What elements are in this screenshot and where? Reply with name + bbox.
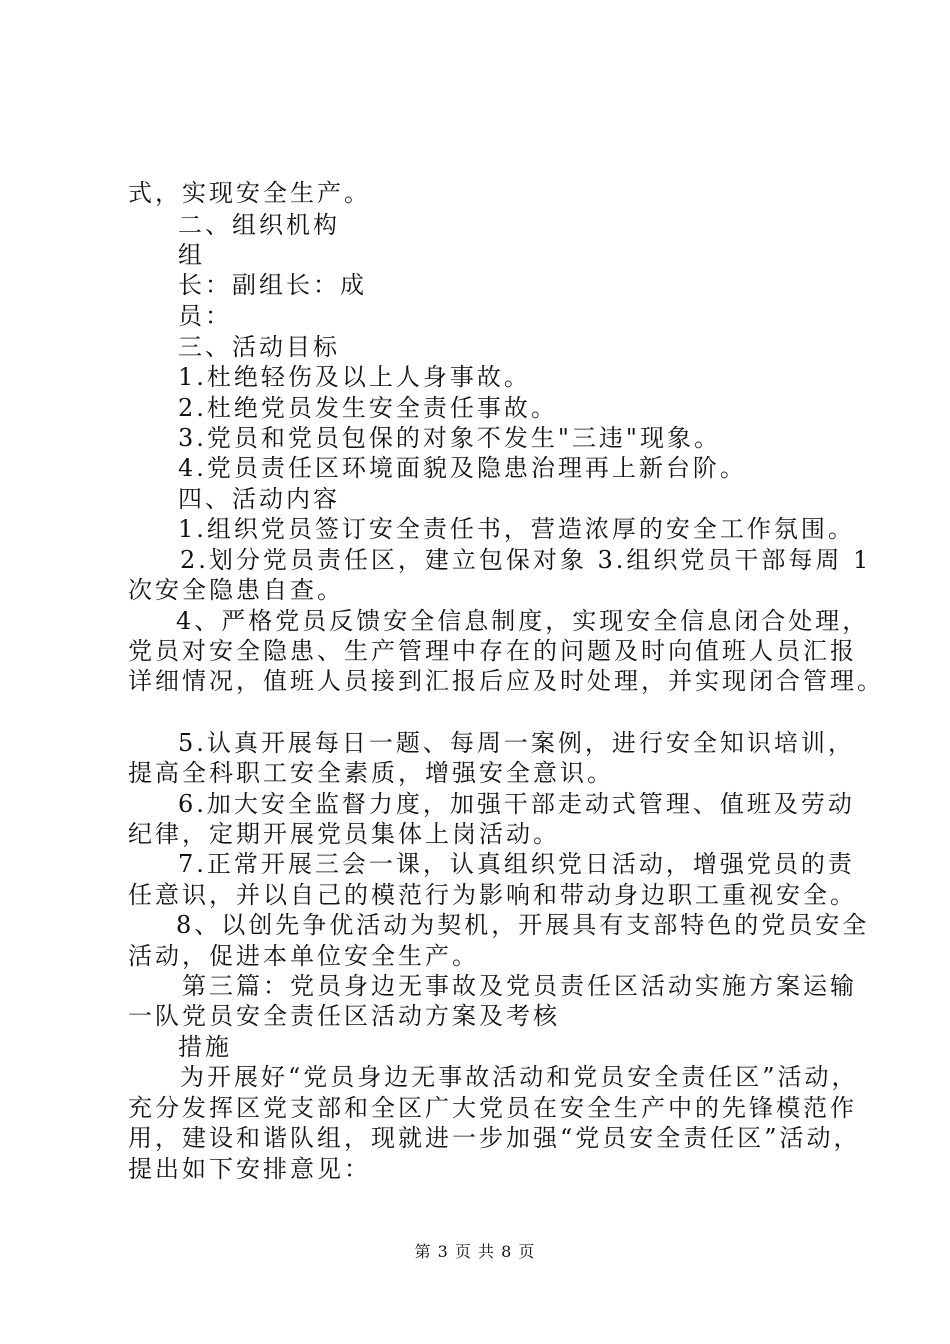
list-item: 4、严格党员反馈安全信息制度，实现安全信息闭合处理， bbox=[176, 607, 870, 635]
chapter-title: 措施 bbox=[178, 1033, 232, 1061]
text-line: 充分发挥区党支部和全区广大党员在安全生产中的先锋模范作 bbox=[128, 1094, 857, 1122]
text-line: 详细情况，值班人员接到汇报后应及时处理，并实现闭合管理。 bbox=[128, 667, 884, 695]
text-line: 纪律，定期开展党员集体上岗活动。 bbox=[128, 820, 560, 848]
list-item: 1.杜绝轻伤及以上人身事故。 bbox=[178, 363, 531, 391]
text-line: 为开展好“党员身边无事故活动和党员安全责任区”活动， bbox=[180, 1063, 859, 1091]
page-number-footer: 第 3 页 共 8 页 bbox=[414, 1242, 536, 1261]
text-line: 次安全隐患自查。 bbox=[128, 576, 344, 604]
list-item: 4.党员责任区环境面貌及隐患治理再上新台阶。 bbox=[178, 454, 747, 482]
list-item: 5.认真开展每日一题、每周一案例，进行安全知识培训， bbox=[178, 729, 855, 757]
list-item: 1.组织党员签订安全责任书，营造浓厚的安全工作氛围。 bbox=[178, 515, 855, 543]
text-line: 组 bbox=[178, 241, 205, 269]
section-heading: 四、活动内容 bbox=[178, 485, 340, 513]
text-line: 任意识，并以自己的模范行为影响和带动身边职工重视安全。 bbox=[128, 881, 857, 909]
text-line: 用，建设和谐队组，现就进一步加强“党员安全责任区”活动， bbox=[128, 1124, 861, 1152]
chapter-title: 一队党员安全责任区活动方案及考核 bbox=[128, 1002, 560, 1030]
section-heading: 三、活动目标 bbox=[178, 333, 340, 361]
list-item: 2.杜绝党员发生安全责任事故。 bbox=[178, 394, 558, 422]
text-line: 活动，促进本单位安全生产。 bbox=[128, 942, 479, 970]
list-item: 3.党员和党员包保的对象不发生"三违"现象。 bbox=[178, 424, 721, 452]
text-line: 式，实现安全生产。 bbox=[128, 179, 371, 207]
text-line: 党员对安全隐患、生产管理中存在的问题及时向值班人员汇报 bbox=[128, 637, 857, 665]
chapter-title: 第三篇：党员身边无事故及党员责任区活动实施方案运输 bbox=[182, 972, 857, 1000]
list-item: 2.划分党员责任区，建立包保对象 3.组织党员干部每周 1 bbox=[180, 546, 872, 574]
list-item: 6.加大安全监督力度，加强干部走动式管理、值班及劳动 bbox=[178, 790, 855, 818]
text-line: 提高全科职工安全素质，增强安全意识。 bbox=[128, 759, 614, 787]
list-item: 8、以创先争优活动为契机，开展具有支部特色的党员安全 bbox=[176, 911, 870, 939]
section-heading: 二、组织机构 bbox=[178, 211, 340, 239]
text-line: 员： bbox=[178, 302, 232, 330]
list-item: 7.正常开展三会一课，认真组织党日活动，增强党员的责 bbox=[178, 850, 855, 878]
text-line: 长：副组长：成 bbox=[178, 271, 367, 299]
text-line: 提出如下安排意见： bbox=[128, 1155, 371, 1183]
